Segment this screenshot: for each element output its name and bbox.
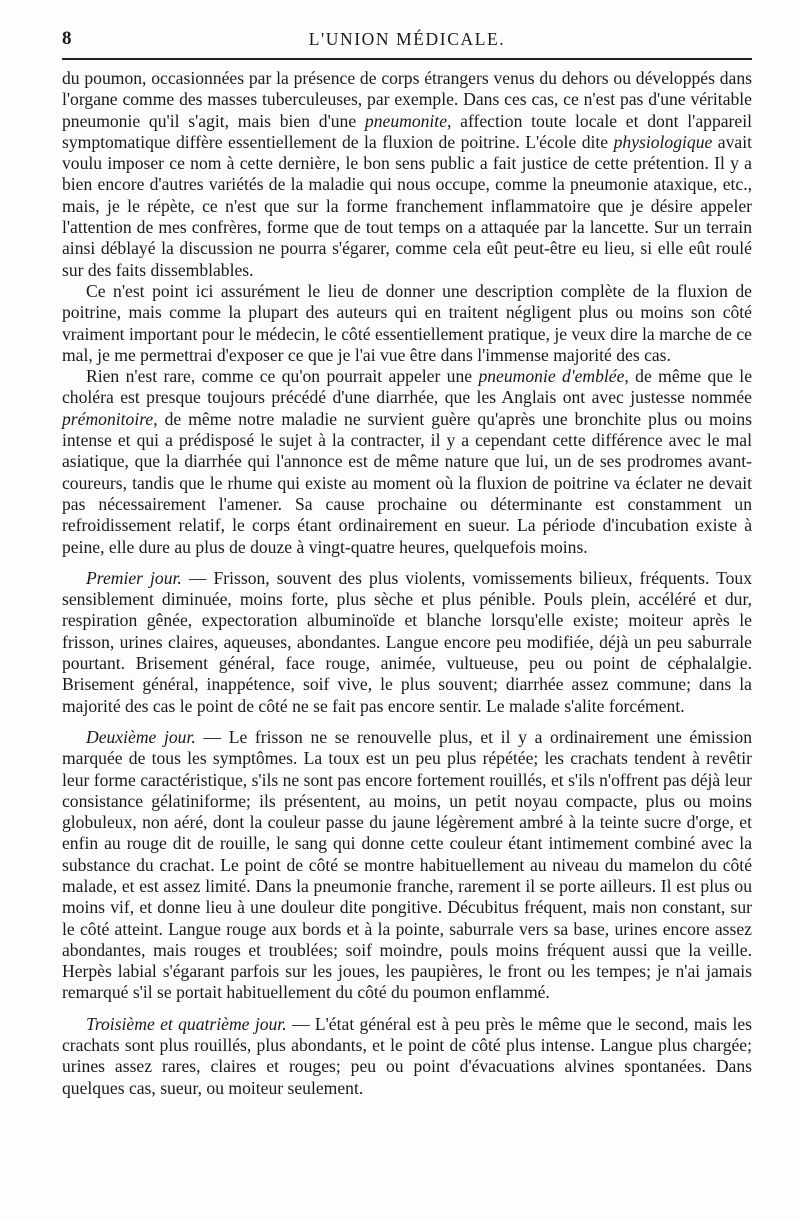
page-header xyxy=(62,28,752,50)
paragraph-third-fourth-day xyxy=(62,1014,752,1099)
paragraph-3-emphasis-2: prémonitoire xyxy=(62,408,154,429)
paragraph-1-text-3: avait voulu imposer ce nom à cette dernière, le bon sens public a fait justice de cette prétention. Il y a bien encore d'autres variétés de la maladie qui nous occupe, comme la pneumonie ataxique, etc., mais, je le répète, ce n'est que sur la forme franchement inflammatoire que je désire appeler l'attention de mes confrères, forme que de tout temps on a attaquée par la lancette. Sur un terrain ainsi déblayé la discussion ne pourra s'égarer, comme cela eût peut-être eu lieu, si elle eût roulé sur des faits dissemblables. xyxy=(62,131,753,280)
paragraph-first-day xyxy=(62,568,752,717)
third-fourth-day-heading: Troisième et quatrième jour. xyxy=(86,1013,287,1034)
paragraph-1-text-2: , affection toute locale et dont l'appareil symptomatique diffère essentiellement de la fluxion de poitrine. L'école dite xyxy=(62,110,752,152)
article-body xyxy=(62,68,752,1099)
paragraph-second-day xyxy=(62,727,752,1004)
page-number: 8 xyxy=(62,28,72,49)
paragraph-3 xyxy=(62,366,752,558)
paragraph-2 xyxy=(62,281,752,366)
paragraph-1-emphasis-1: pneumonite xyxy=(364,110,448,131)
paragraph-1-emphasis-2: physiologique xyxy=(613,131,713,152)
paragraph-3-emphasis-1: pneumonie d'emblée, xyxy=(478,366,629,387)
running-title: L'UNION MÉDICALE. xyxy=(308,29,506,49)
second-day-heading: Deuxième jour. xyxy=(86,726,196,747)
paragraph-2-text: Ce n'est point ici assurément le lieu de donner une description complète de la fluxion de poitrine, mais comme la plupart des auteurs qui en traitent négligent plus ou moins son côté vraiment important pour le médecin, le côté essentiellement pratique, je veux dire la marche de ce mal, je me permettrai d'exposer ce que je l'ai vue être dans l'immense majorité des cas. xyxy=(62,280,752,365)
paragraph-3-text-2: de même que le choléra est presque toujours précédé d'une diarrhée, que les Anglais ont avec justesse nommée xyxy=(62,366,752,408)
paragraph-1-text-1: du poumon, occasionnées par la présence de corps étrangers venus du dehors ou développés dans l'organe comme des masses tuberculeuses, par exemple. Dans ces cas, ce n'est pas d'une véritable pneumonie qu'il s'agit, mais bien d'une xyxy=(62,68,752,131)
paragraph-3-text-1: Rien n'est rare, comme ce qu'on pourrait appeler une xyxy=(86,366,479,387)
third-fourth-day-text: — L'état général est à peu près le même que le second, mais les crachats sont plus rouillés, plus abondants, et le point de côté plus intense. Langue plus chargée; urines assez rares, claires et rouges; peu ou point d'évacuations alvines spontanées. Dans quelques cas, sueur, ou moiteur seulement. xyxy=(62,1013,752,1098)
first-day-text: — Frisson, souvent des plus violents, vomissements bilieux, fréquents. Toux sensiblement diminuée, moins forte, plus sèche et plus pénible. Pouls plein, accéléré et dur, respiration gênée, expectoration albuminoïde et blanche lorsqu'elle existe; moiteur après le frisson, urines claires, aqueuses, abondantes. Langue encore peu modifiée, déjà un peu saburrale pourtant. Brisement général, face rouge, animée, vultueuse, peu ou point de céphalalgie. Brisement général, inappétence, soif vive, le plus souvent; diarrhée assez commune; dans la majorité des cas le point de côté ne se fait pas encore sentir. Le malade s'alite forcément. xyxy=(62,567,752,716)
second-day-text: — Le frisson ne se renouvelle plus, et il y a ordinairement une émission marquée de tous les symptômes. La toux est un peu plus répétée; les crachats tendent à revêtir leur forme caractéristique, s'ils ne sont pas encore fortement rouillés, et s'ils n'offrent pas déjà leur consistance gélatiniforme; ils présentent, au moins, un petit noyau compacte, plus ou moins globuleux, non aéré, dont la couleur passe du jaune légèrement ambré à la teinte sucre d'orge, et enfin au rouge dit de rouille, le sang qui donne cette couleur étant intimement combiné avec la substance du crachat. Le point de côté se montre habituellement au niveau du mamelon du côté malade, et est assez limité. Dans la pneumonie franche, rarement il se porte ailleurs. Il est plus ou moins vif, et donne lieu à une douleur dite pongitive. Décubitus fréquent, mais non constant, sur le côté atteint. Langue rouge aux bords et à la pointe, saburrale vers sa base, urines encore assez abondantes, mais rouges et troublées; soif moindre, pouls moins fréquent aussi que la veille. Herpès labial s'égarant parfois sur les joues, les paupières, le front ou les tempes; je n'ai jamais remarqué s'il se portait habituellement du côté du poumon enflammé. xyxy=(62,726,752,1003)
header-rule xyxy=(62,58,752,60)
paragraph-3-text-3: , de même notre maladie ne survient guère qu'après une bronchite plus ou moins intense et qui a prédisposé le sujet à la contracter, il y a cependant cette différence avec le mal asiatique, que la diarrhée qui l'annonce est de même nature que lui, un de ses prodromes avant-coureurs, tandis que le rhume qui existe au moment où la fluxion de poitrine va éclater ne devait pas nécessairement l'amener. Sa cause prochaine ou déterminante est constamment un refroidissement relatif, le corps étant ordinairement en sueur. La période d'incubation existe à peine, elle dure au plus de douze à vingt-quatre heures, quelquefois moins. xyxy=(62,408,752,557)
first-day-heading: Premier jour. xyxy=(86,567,182,588)
paragraph-1 xyxy=(62,68,752,281)
